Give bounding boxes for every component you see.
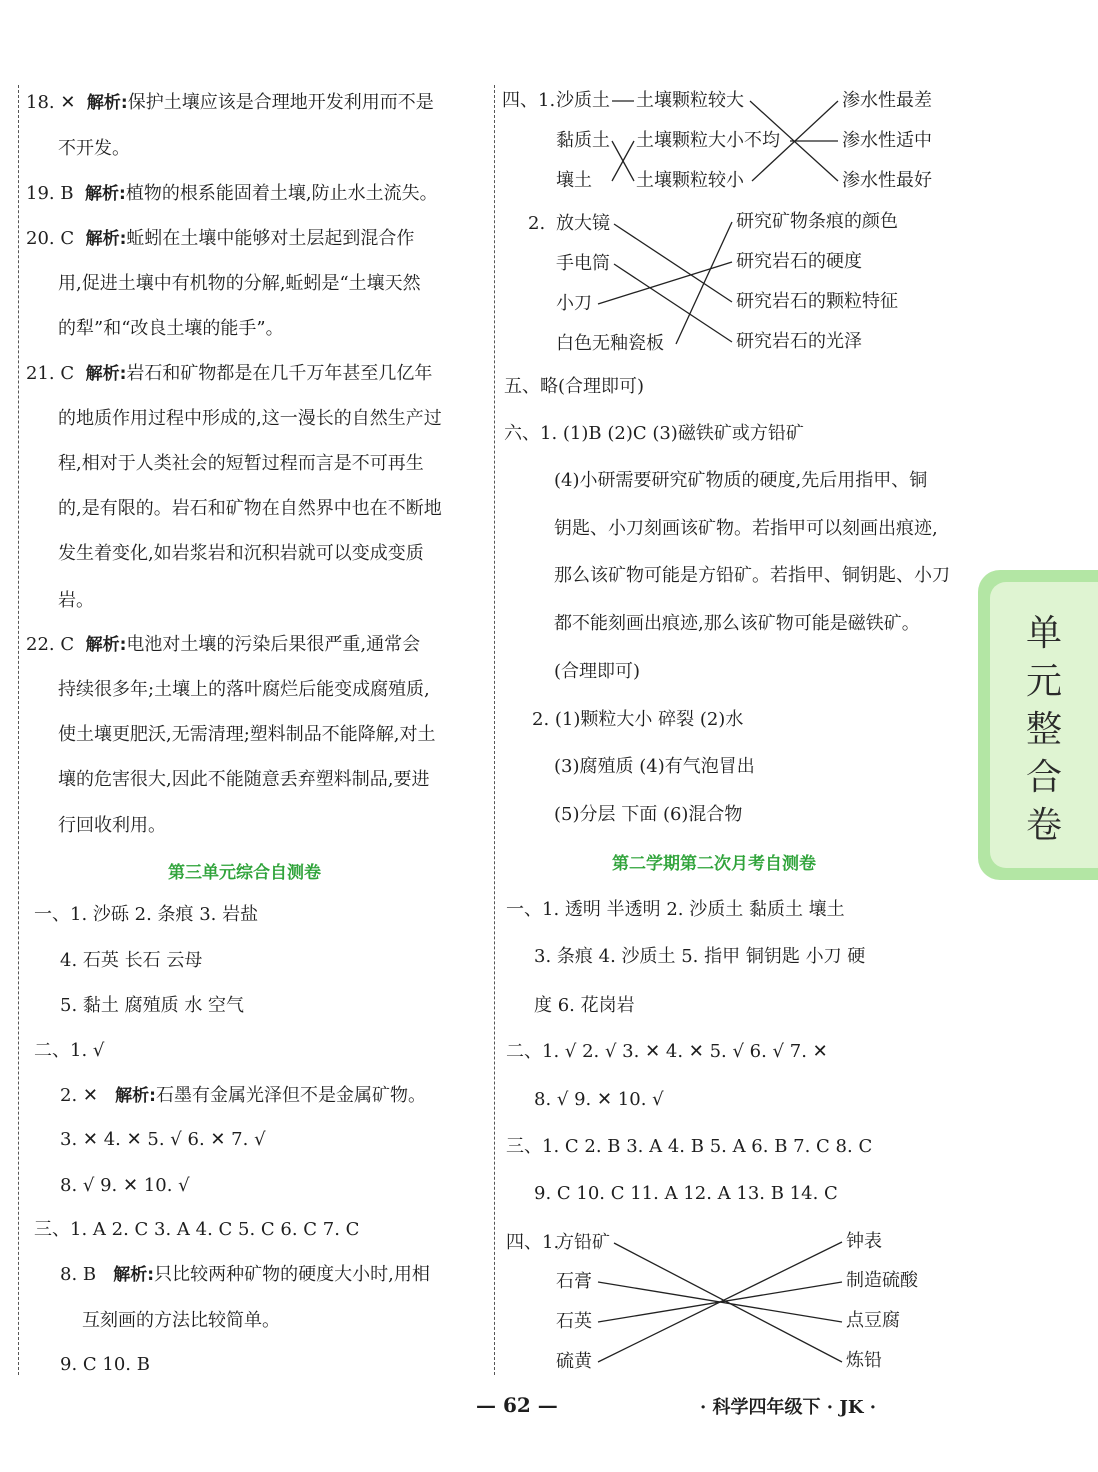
s3-choice-3: 互刻画的方法比较简单。 bbox=[82, 1310, 280, 1331]
r-fill-2: 3. 条痕 4. 沙质土 5. 指甲 铜钥匙 小刀 硬 bbox=[534, 946, 866, 967]
five-answer: 五、略(合理即可) bbox=[504, 376, 645, 397]
m1-left-2: 黏质土 bbox=[556, 130, 610, 151]
q20-line3: 的犁”和“改良土壤的能手”。 bbox=[58, 318, 284, 339]
m3-left-2: 石膏 bbox=[556, 1271, 592, 1292]
m2-line-a bbox=[614, 224, 732, 302]
m1-mid-2: 土壤颗粒大小不均 bbox=[636, 130, 780, 151]
m3-line-b bbox=[598, 1282, 842, 1322]
m2-right-1: 研究矿物条痕的颜色 bbox=[736, 211, 898, 232]
r-fill-1: 一、1. 透明 半透明 2. 沙质土 黏质土 壤土 bbox=[506, 899, 845, 920]
book-title: · 科学四年级下 · JK · bbox=[700, 1397, 877, 1418]
m1-mid-3: 土壤颗粒较小 bbox=[636, 170, 744, 191]
m1-left-1: 沙质土 bbox=[556, 90, 610, 111]
q22-line1: 22. C 解析:电池对土壤的污染后果很严重,通常会 bbox=[26, 634, 421, 655]
m1-right-3: 渗水性最好 bbox=[842, 170, 932, 191]
m1-line-c bbox=[612, 141, 634, 181]
q18-line2: 不开发。 bbox=[58, 138, 130, 159]
s3-judge-1: 二、1. √ bbox=[34, 1040, 105, 1061]
q22-line2: 持续很多年;土壤上的落叶腐烂后能变成腐殖质, bbox=[58, 679, 430, 700]
unit-tab-label: 单 元 整 合 卷 bbox=[1025, 613, 1062, 846]
m2-left-2: 手电筒 bbox=[556, 253, 610, 274]
m2-prefix: 2. bbox=[528, 213, 546, 234]
m3-right-3: 点豆腐 bbox=[846, 1310, 900, 1331]
m2-left-3: 小刀 bbox=[556, 293, 592, 314]
six-line8: (3)腐殖质 (4)有气泡冒出 bbox=[554, 756, 755, 777]
q22-line4: 壤的危害很大,因此不能随意丢弃塑料制品,要进 bbox=[58, 769, 430, 790]
six-line3: 钥匙、小刀刻画该矿物。若指甲可以刻画出痕迹, bbox=[554, 518, 938, 539]
q22-line5: 行回收利用。 bbox=[58, 815, 166, 836]
left-edge-divider bbox=[18, 85, 19, 1375]
q21-line5: 发生着变化,如岩浆岩和沉积岩就可以变成变质 bbox=[58, 543, 424, 564]
s3-judge-4: 8. √ 9. ✕ 10. √ bbox=[60, 1175, 190, 1196]
q18-line1: 18. ✕ 解析:保护土壤应该是合理地开发利用而不是 bbox=[26, 92, 434, 113]
r-fill-3: 度 6. 花岗岩 bbox=[534, 995, 635, 1016]
s3-choice-2: 8. B 解析:只比较两种矿物的硬度大小时,用相 bbox=[60, 1264, 430, 1285]
q22-line3: 使土壤更肥沃,无需清理;塑料制品不能降解,对土 bbox=[58, 724, 436, 745]
m1-right-2: 渗水性适中 bbox=[842, 130, 932, 151]
r-choice-2: 9. C 10. C 11. A 12. A 13. B 14. C bbox=[534, 1183, 838, 1204]
s3-choice-4: 9. C 10. B bbox=[60, 1354, 150, 1375]
section-title-unit3: 第三单元综合自测卷 bbox=[168, 863, 321, 883]
s3-fill-1: 一、1. 沙砾 2. 条痕 3. 岩盐 bbox=[34, 904, 259, 925]
six-line5: 都不能刻画出痕迹,那么该矿物可能是磁铁矿。 bbox=[554, 613, 920, 634]
m2-line-c bbox=[598, 262, 732, 304]
s3-choice-1: 三、1. A 2. C 3. A 4. C 5. C 6. C 7. C bbox=[34, 1219, 360, 1240]
m1-prefix: 四、1. bbox=[502, 90, 556, 111]
m3-line-d bbox=[598, 1242, 842, 1362]
r-choice-1: 三、1. C 2. B 3. A 4. B 5. A 6. B 7. C 8. C bbox=[506, 1136, 873, 1157]
q20-line2: 用,促进土壤中有机物的分解,蚯蚓是“土壤天然 bbox=[58, 273, 421, 294]
six-line9: (5)分层 下面 (6)混合物 bbox=[554, 804, 743, 825]
m1-right-1: 渗水性最差 bbox=[842, 90, 932, 111]
q21-line6: 岩。 bbox=[58, 590, 94, 611]
m2-right-3: 研究岩石的颗粒特征 bbox=[736, 291, 898, 312]
q20-line1: 20. C 解析:蚯蚓在土壤中能够对土层起到混合作 bbox=[26, 228, 415, 249]
q21-line2: 的地质作用过程中形成的,这一漫长的自然生产过 bbox=[58, 408, 442, 429]
q21-line4: 的,是有限的。岩石和矿物在自然界中也在不断地 bbox=[58, 498, 442, 519]
m3-right-4: 炼铅 bbox=[846, 1350, 882, 1371]
m1-mid-1: 土壤颗粒较大 bbox=[636, 90, 744, 111]
m2-left-4: 白色无釉瓷板 bbox=[556, 333, 664, 354]
q21-line1: 21. C 解析:岩石和矿物都是在几千万年甚至几亿年 bbox=[26, 363, 433, 384]
m1-left-3: 壤土 bbox=[556, 170, 592, 191]
m3-right-2: 制造硫酸 bbox=[846, 1270, 918, 1291]
six-line6: (合理即可) bbox=[554, 661, 641, 682]
m2-right-4: 研究岩石的光泽 bbox=[736, 331, 862, 352]
m1-line-b bbox=[612, 141, 634, 181]
s3-judge-2: 2. ✕ 解析:石墨有金属光泽但不是金属矿物。 bbox=[60, 1085, 426, 1106]
m2-line-d bbox=[676, 222, 732, 344]
r-judge-1: 二、1. √ 2. √ 3. ✕ 4. ✕ 5. √ 6. √ 7. ✕ bbox=[506, 1041, 828, 1062]
m3-prefix: 四、1. bbox=[506, 1232, 560, 1253]
six-line2: (4)小研需要研究矿物质的硬度,先后用指甲、铜 bbox=[554, 470, 928, 491]
six-line4: 那么该矿物可能是方铅矿。若指甲、铜钥匙、小刀 bbox=[554, 565, 950, 586]
m3-right-1: 钟表 bbox=[846, 1231, 882, 1252]
m3-left-4: 硫黄 bbox=[556, 1351, 592, 1372]
page-number: — 62 — bbox=[476, 1393, 558, 1417]
six-line1: 六、1. (1)B (2)C (3)磁铁矿或方铅矿 bbox=[504, 423, 804, 444]
q21-line3: 程,相对于人类社会的短暂过程而言是不可再生 bbox=[58, 453, 424, 474]
m2-line-b bbox=[614, 264, 732, 342]
m2-right-2: 研究岩石的硬度 bbox=[736, 251, 862, 272]
m2-left-1: 放大镜 bbox=[556, 213, 610, 234]
column-divider bbox=[494, 85, 495, 1375]
s3-fill-3: 5. 黏土 腐殖质 水 空气 bbox=[60, 995, 245, 1016]
m3-line-c bbox=[598, 1282, 842, 1322]
s3-judge-3: 3. ✕ 4. ✕ 5. √ 6. ✕ 7. √ bbox=[60, 1129, 266, 1150]
m3-line-a bbox=[614, 1243, 842, 1362]
m3-left-3: 石英 bbox=[556, 1311, 592, 1332]
q19-line1: 19. B 解析:植物的根系能固着土壤,防止水土流失。 bbox=[26, 183, 438, 204]
section-title-midterm2: 第二学期第二次月考自测卷 bbox=[612, 854, 816, 874]
six-line7: 2. (1)颗粒大小 碎裂 (2)水 bbox=[532, 709, 744, 730]
r-judge-2: 8. √ 9. ✕ 10. √ bbox=[534, 1089, 664, 1110]
s3-fill-2: 4. 石英 长石 云母 bbox=[60, 950, 203, 971]
m3-left-1: 方铅矿 bbox=[556, 1232, 610, 1253]
